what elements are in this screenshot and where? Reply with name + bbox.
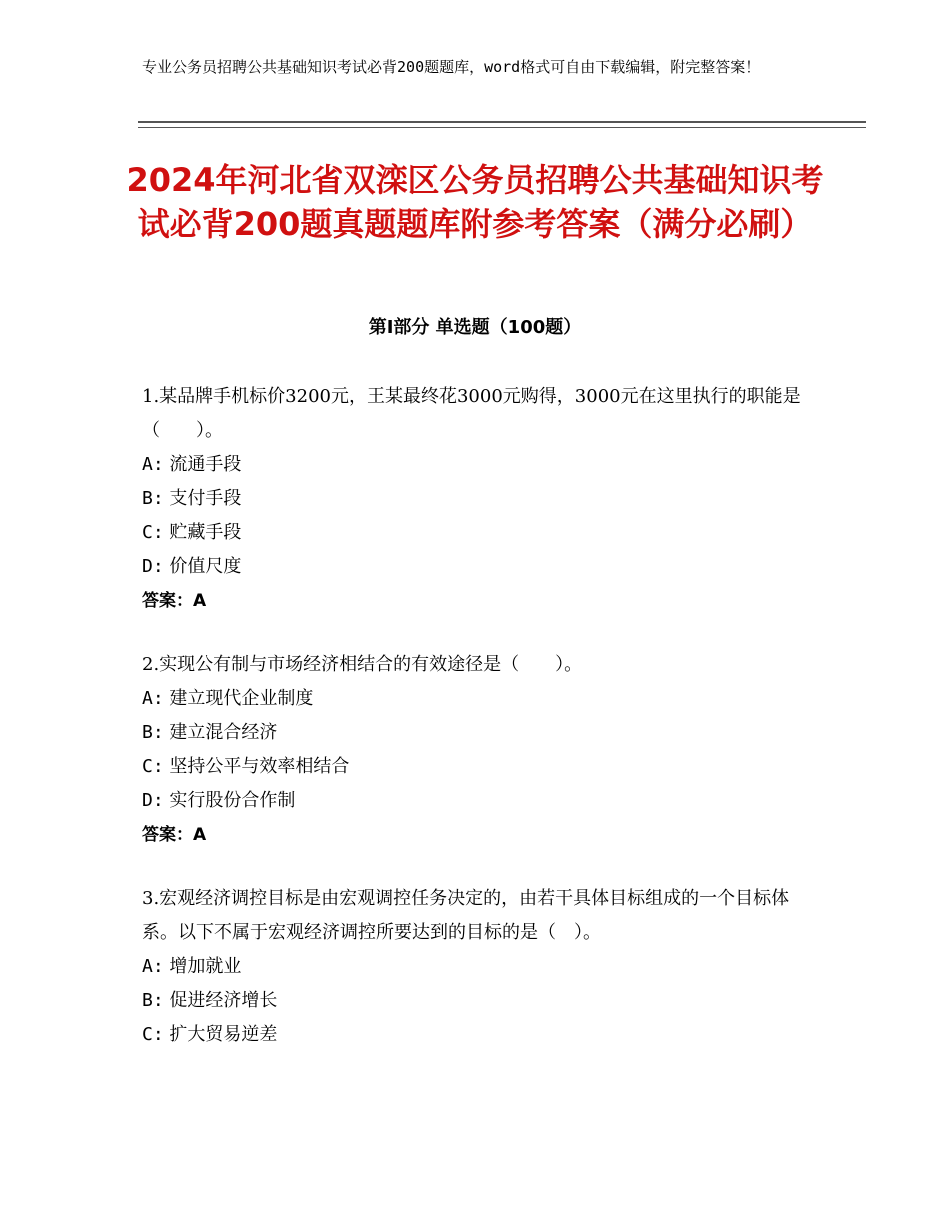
option-letter: C: (142, 522, 164, 543)
option-b (142, 482, 812, 516)
question-list (142, 380, 812, 1082)
answer-line: 答案：A (142, 825, 207, 845)
option-b (142, 984, 812, 1018)
question-stem: 2.实现公有制与市场经济相结合的有效途径是（ ）。 (142, 654, 583, 675)
option-text: 扩大贸易逆差 (169, 1024, 278, 1045)
option-letter: B: (142, 488, 164, 509)
option-text: 建立混合经济 (169, 722, 278, 743)
question-stem: 1.某品牌手机标价3200元，王某最终花3000元购得，3000元在这里执行的职能是（ ）。 (142, 386, 801, 441)
option-letter: A: (142, 688, 164, 709)
option-letter: B: (142, 722, 164, 743)
option-letter: D: (142, 790, 164, 811)
section-heading: 第Ⅰ部分 单选题（100题） (368, 317, 582, 338)
option-a (142, 448, 812, 482)
option-letter: C: (142, 756, 164, 777)
option-text: 贮藏手段 (169, 522, 242, 543)
question-2 (142, 648, 812, 852)
question-stem: 3.宏观经济调控目标是由宏观调控任务决定的，由若干具体目标组成的一个目标体系。以下不属于宏观经济调控所要达到的目标的是（ ）。 (142, 888, 790, 943)
option-text: 流通手段 (169, 454, 242, 475)
question-1 (142, 380, 812, 618)
option-c (142, 1018, 812, 1052)
question-3 (142, 882, 812, 1052)
option-a (142, 682, 812, 716)
answer-line: 答案：A (142, 591, 207, 611)
option-letter: A: (142, 454, 164, 475)
header-note: 专业公务员招聘公共基础知识考试必背200题题库，word格式可自由下载编辑，附完整答案！ (142, 58, 761, 76)
option-d (142, 550, 812, 584)
option-text: 实行股份合作制 (169, 790, 296, 811)
option-a (142, 950, 812, 984)
option-letter: B: (142, 990, 164, 1011)
option-text: 支付手段 (169, 488, 242, 509)
option-letter: D: (142, 556, 164, 577)
option-d (142, 784, 812, 818)
option-text: 促进经济增长 (169, 990, 278, 1011)
document-title: 2024年河北省双滦区公务员招聘公共基础知识考试必背200题真题题库附参考答案（满分必刷） (126, 161, 824, 243)
option-text: 建立现代企业制度 (169, 688, 314, 709)
option-c (142, 516, 812, 550)
option-b (142, 716, 812, 750)
option-c (142, 750, 812, 784)
option-letter: A: (142, 956, 164, 977)
option-text: 坚持公平与效率相结合 (169, 756, 350, 777)
header-divider (138, 121, 866, 128)
option-text: 增加就业 (169, 956, 242, 977)
option-letter: C: (142, 1024, 164, 1045)
option-text: 价值尺度 (169, 556, 242, 577)
